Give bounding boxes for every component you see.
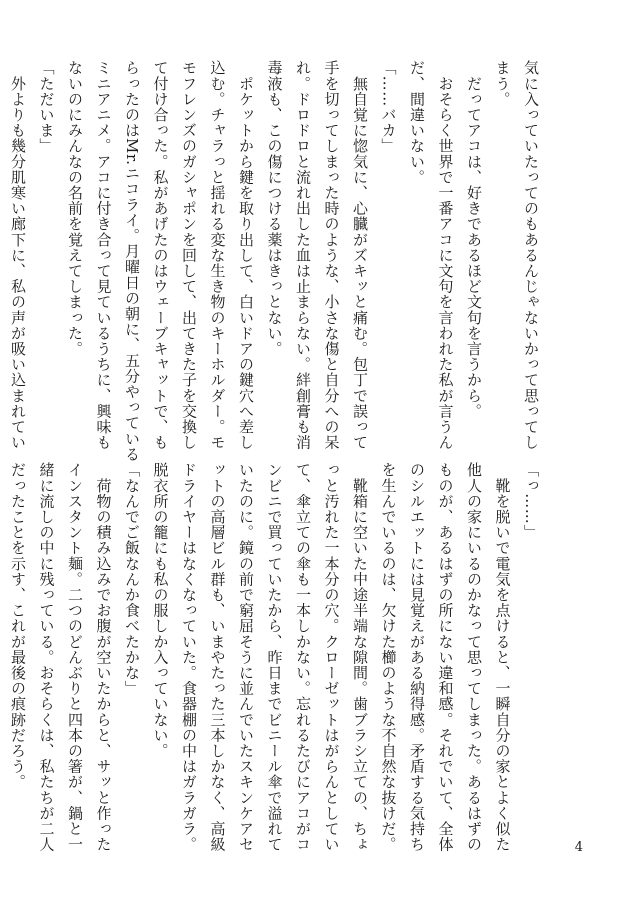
text-line: ポケットから鍵を取り出して、白いドアの鍵穴へ差し (237, 60, 255, 450)
text-line: インスタント麺。二つのどんぶりと四本の箸が、鍋と一 (66, 462, 84, 852)
text-line: だったことを示す、これが最後の痕跡だろう。 (9, 462, 27, 790)
text-line: 「……バカ」 (379, 60, 398, 154)
text-line: 手を切ってしまった時のような、小さな傷と自分への呆 (322, 60, 341, 450)
text-line: ドライヤーはなくなっていた。食器棚の中はガラガラ。 (180, 462, 198, 852)
text-line: だってアコは、好きであるほど文句を言うから。 (465, 60, 483, 419)
text-line: を生んでいるのは、欠けた櫛のような不自然な抜けだ。 (379, 462, 398, 852)
text-line: ないのにみんなの名前を覚えてしまった。 (66, 60, 84, 357)
text-line: まう。 (493, 60, 512, 107)
text-line: ものが、あるはずの所にない違和感。それでいて、全体 (436, 462, 455, 852)
text-line: 脱衣所の籠にも私の服しか入っていない。 (151, 462, 170, 759)
text-line: て付け合った。私があげたのはウェーブキャットで、も (151, 60, 170, 450)
text-line: おそらく世界で一番アコに文句を言われた私が言うん (436, 60, 455, 450)
text-line: 他人の家にいるのかなって思ってしまった。あるはずの (465, 462, 483, 852)
text-line: 気に入っていたってのもあるんじゃないかって思ってし (522, 60, 540, 450)
text-line: 無自覚に惚気に、心臓がズキッと痛む。包丁で誤って (351, 60, 369, 450)
text-line: 毒液も、この傷につける薬はきっとない。 (265, 60, 284, 357)
text-line: て、傘立ての傘も一本しかない。忘れるたびにアコがコ (294, 462, 312, 852)
text-line: のシルエットには見覚えがある納得感。矛盾する気持ち (408, 462, 426, 852)
text-line: 「なんでご飯なんか食べたかな」 (123, 462, 141, 696)
text-block-upper (9, 60, 545, 462)
text-line: 込む。チャラっと揺れる変な生き物のキーホルダー。モ (208, 60, 227, 450)
text-line (0, 462, 4, 828)
text-line: 「っ……」 (522, 462, 540, 540)
text-line: 「ただいま」 (37, 60, 56, 154)
text-line: 靴を脱いで電気を点けると、一瞬自分の家とよく似た (493, 462, 512, 852)
text-line: だ、間違いない。 (408, 60, 426, 185)
text-line: っと汚れた一本分の穴。クローゼットはがらんとしてい (322, 462, 341, 852)
text-line: いたのに。鏡の前で窮屈そうに並んでいたスキンケアセ (237, 462, 255, 852)
text-line: ンビニで買っていたから、昨日までビニール傘で溢れて (265, 462, 284, 852)
text-line: 荷物の積み込みでお腹が空いたからと、サッと作った (94, 462, 113, 852)
page-number: 4 (574, 840, 583, 855)
text-block-lower (9, 462, 545, 852)
text-line: れ。ドロドロと流れ出した血は止まらない。絆創膏も消 (294, 60, 312, 450)
text-line: らったのはMr.ニコライ。月曜日の朝に、五分やっている (123, 60, 141, 462)
text-line: 外よりも幾分肌寒い廊下に、私の声が吸い込まれてい (9, 60, 27, 450)
text-line: ットの高層ビル群も、いまやたった三本しかなく、高級 (208, 462, 227, 852)
text-line: ミニアニメ。アコに付き合って見ているうちに、興味も (94, 60, 113, 450)
text-line: 緒に流しの中に残っている。おそらくは、私たちが二人 (37, 462, 56, 852)
text-line: 靴箱に空いた中途半端な隙間。歯ブラシ立ての、ちょ (351, 462, 369, 852)
text-line: モフレンズのガシャポンを回して、出てきた子を交換し (180, 60, 198, 450)
text-line (0, 60, 4, 416)
